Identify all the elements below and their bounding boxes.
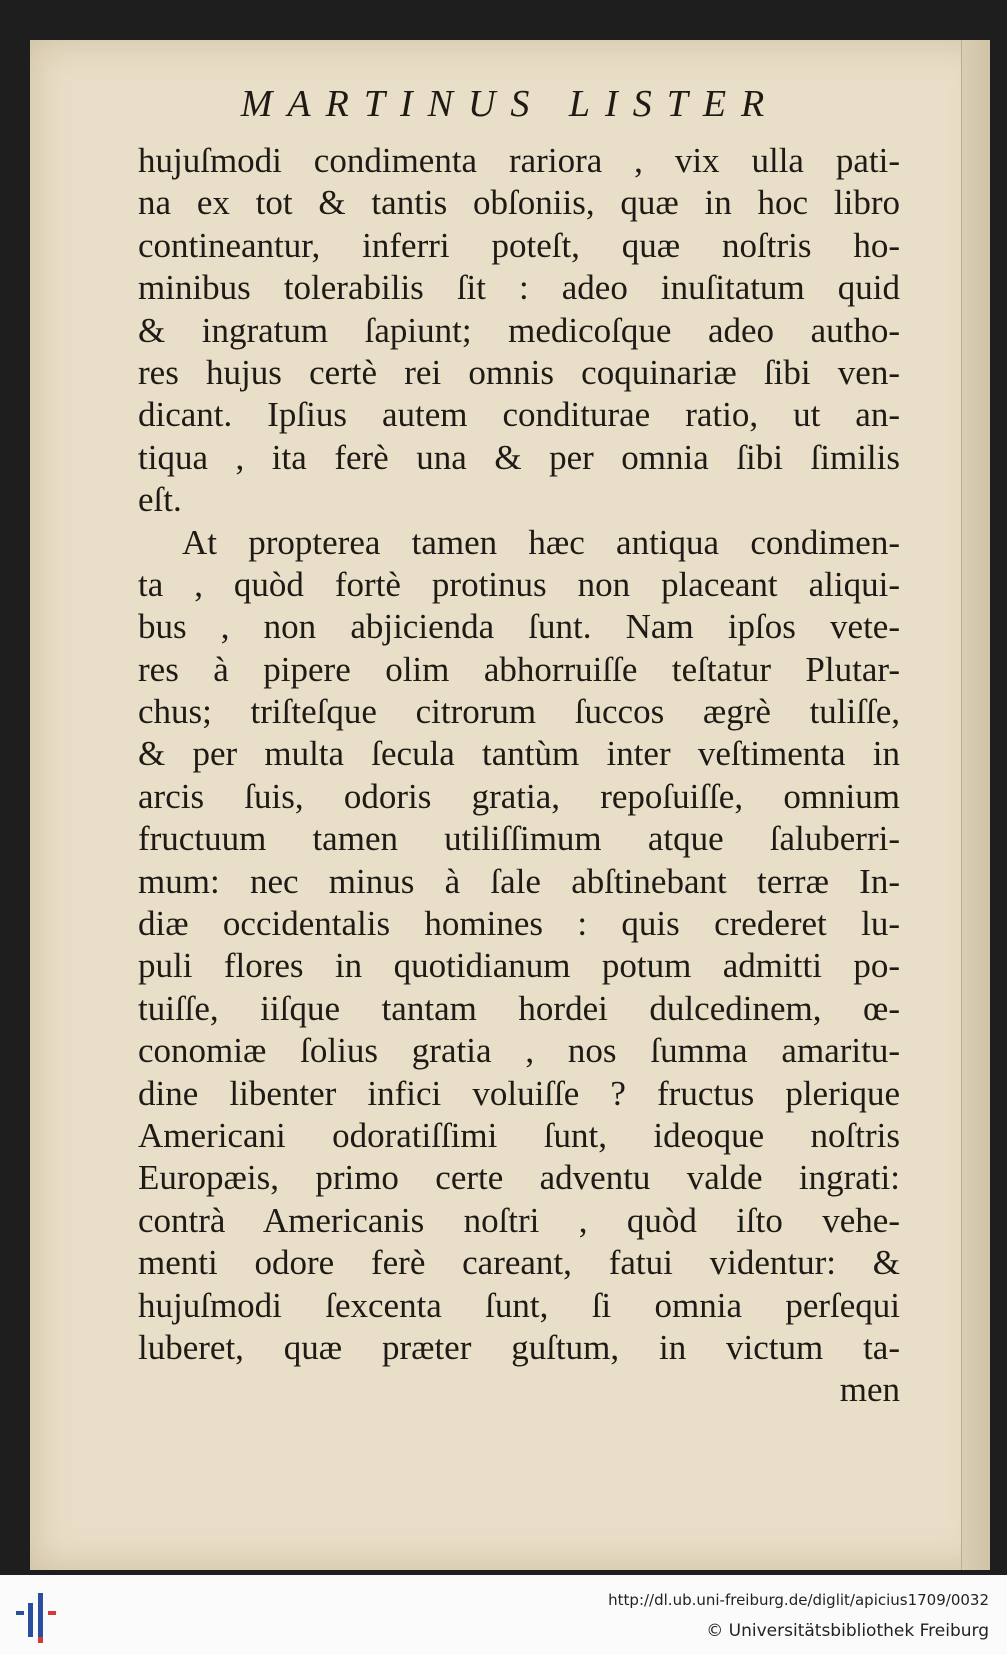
text-line: luberet, quæ præter guſtum, in victum ta- bbox=[138, 1327, 900, 1367]
text-line: eſt. bbox=[138, 480, 182, 520]
text-line: dicant. Ipſius autem conditurae ratio, ut an- bbox=[138, 395, 900, 435]
text-line: minibus tolerabilis ſit : adeo inuſitatum quid bbox=[138, 268, 900, 308]
text-line: na ex tot & tantis obſoniis, quæ in hoc libro bbox=[138, 183, 900, 223]
body-text bbox=[138, 140, 900, 1412]
text-line: mum: nec minus à ſale abſtinebant terræ In- bbox=[138, 861, 900, 901]
page-edge bbox=[961, 40, 990, 1570]
text-line: dine libenter infici voluiſſe ? fructus plerique bbox=[138, 1073, 900, 1113]
copyright-notice: © Universitätsbibliothek Freiburg bbox=[706, 1621, 989, 1641]
text-line: res hujus certè rei omnis coquinariæ ſibi ven- bbox=[138, 352, 900, 392]
text-line: contineantur, inferri poteſt, quæ noſtris ho- bbox=[138, 225, 900, 265]
text-line: Europæis, primo certe adventu valde ingrati: bbox=[138, 1158, 900, 1198]
text-line: arcis ſuis, odoris gratia, repoſuiſſe, omnium bbox=[138, 776, 900, 816]
text-line: tuiſſe, iiſque tantam hordei dulcedinem, œ- bbox=[138, 988, 900, 1028]
catchword: men bbox=[839, 1370, 900, 1410]
text-line: & per multa ſecula tantùm inter veſtimenta in bbox=[138, 734, 900, 774]
text-line: fructuum tamen utiliſſimum atque ſaluberri- bbox=[138, 819, 900, 859]
text-line: diæ occidentalis homines : quis crederet lu- bbox=[138, 904, 900, 944]
text-line-indented: At propterea tamen hæc antiqua condimen- bbox=[182, 522, 900, 562]
text-line: puli flores in quotidianum potum admitti po- bbox=[138, 946, 900, 986]
document-url-link[interactable]: http://dl.ub.uni-freiburg.de/diglit/apicius1709/0032 bbox=[608, 1591, 989, 1609]
text-line: contrà Americanis noſtri , quòd iſto vehe- bbox=[138, 1200, 900, 1240]
text-line: tiqua , ita ferè una & per omnia ſibi ſimilis bbox=[138, 437, 900, 477]
text-line: bus , non abjicienda ſunt. Nam ipſos vete- bbox=[138, 607, 900, 647]
text-line: conomiæ ſolius gratia , nos ſumma amaritu- bbox=[138, 1031, 900, 1071]
library-footer bbox=[0, 1575, 1007, 1655]
text-line: & ingratum ſapiunt; medicoſque adeo autho- bbox=[138, 310, 900, 350]
running-header: MARTINUS LISTER bbox=[240, 83, 780, 125]
text-line: Americani odoratiſſimi ſunt, ideoque noſtris bbox=[138, 1115, 900, 1155]
book-page bbox=[30, 40, 990, 1570]
text-line: ta , quòd fortè protinus non placeant aliqui- bbox=[138, 564, 900, 604]
text-line: res à pipere olim abhorruiſſe teſtatur Plutar- bbox=[138, 649, 900, 689]
text-line: chus; triſteſque citrorum ſuccos ægrè tuliſſe, bbox=[138, 692, 900, 732]
text-line: menti odore ferè careant, fatui videntur: & bbox=[138, 1243, 900, 1283]
library-logo-icon bbox=[12, 1585, 66, 1645]
text-line: hujuſmodi ſexcenta ſunt, ſi omnia perſequi bbox=[138, 1285, 900, 1325]
text-line: hujuſmodi condimenta rariora , vix ulla pati- bbox=[138, 141, 900, 180]
